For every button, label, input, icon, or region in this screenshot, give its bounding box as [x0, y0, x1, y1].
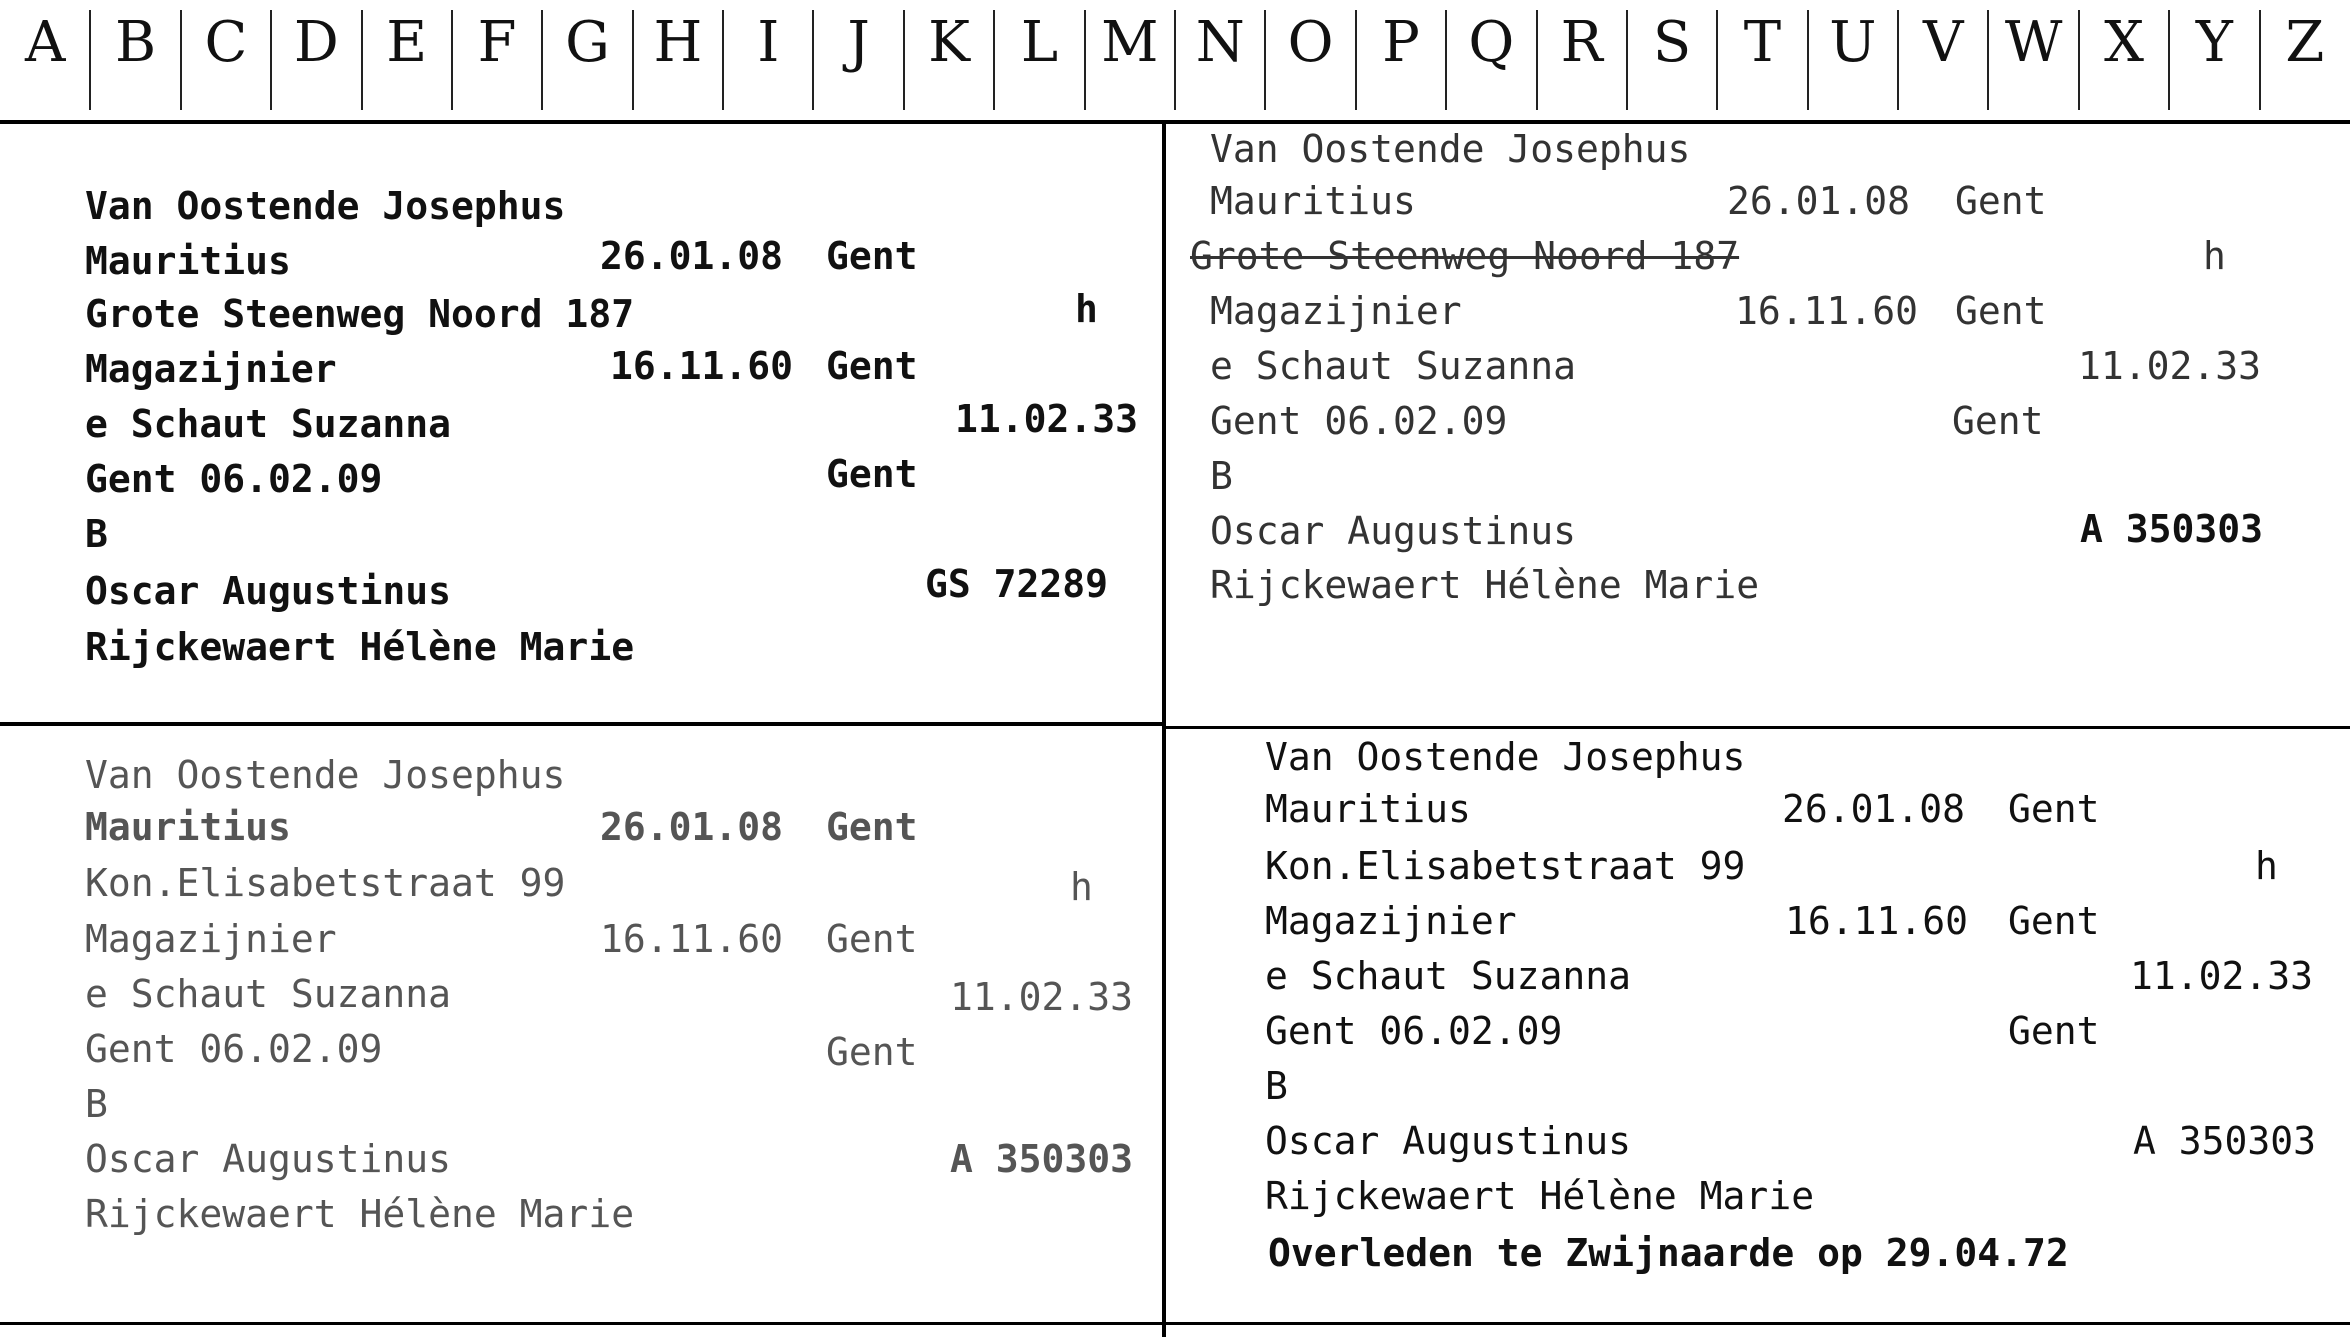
card-occupation-date: 16.11.60: [1785, 899, 1969, 943]
card-spouse-place: Gent: [1952, 399, 2044, 443]
card-surname: Van Oostende Josephus: [85, 184, 566, 228]
alphabet-letter-e: E: [386, 10, 428, 75]
card-given-name: Mauritius: [85, 239, 291, 283]
card-birth-place: Gent: [1955, 179, 2047, 223]
card-father: Oscar Augustinus: [85, 569, 452, 613]
card-birth-place: Gent: [826, 234, 918, 278]
alphabet-letter-d: D: [293, 10, 339, 75]
horizontal-divider-right: [1166, 726, 2350, 729]
card-occupation: Magazijnier: [1265, 899, 1517, 943]
alphabet-separator: [2259, 10, 2261, 110]
card-marriage-date: 11.02.33: [2130, 954, 2314, 998]
alphabet-separator: [1355, 10, 1357, 110]
alphabet-letter-v: V: [1923, 10, 1964, 75]
bottom-divider: [0, 1322, 2350, 1325]
card-birth-date: 26.01.08: [600, 805, 784, 849]
card-father: Oscar Augustinus: [1265, 1119, 1632, 1163]
card-spouse-birth: Gent 06.02.09: [1210, 399, 1508, 443]
card-marriage-date: 11.02.33: [2078, 344, 2262, 388]
card-spouse: e Schaut Suzanna: [85, 972, 452, 1016]
alphabet-separator: [1626, 10, 1628, 110]
alphabet-letter-p: P: [1382, 10, 1420, 75]
card-surname: Van Oostende Josephus: [1265, 735, 1746, 779]
alphabet-separator: [1084, 10, 1086, 110]
alphabet-letter-f: F: [477, 10, 517, 75]
card-occupation-date: 16.11.60: [600, 917, 784, 961]
alphabet-letter-o: O: [1287, 10, 1334, 75]
card-sex: h: [2255, 844, 2278, 888]
card-occupation: Magazijnier: [85, 917, 337, 961]
card-id-number: A 350303: [2133, 1119, 2317, 1163]
card-birth-date: 26.01.08: [1727, 179, 1911, 223]
alphabet-letter-h: H: [653, 10, 703, 75]
card-occupation-place: Gent: [2008, 899, 2100, 943]
alphabet-letter-i: I: [757, 10, 780, 75]
alphabet-letter-n: N: [1195, 10, 1245, 75]
alphabet-letter-u: U: [1829, 10, 1877, 75]
card-id-number: A 350303: [950, 1137, 1134, 1181]
alphabet-separator: [270, 10, 272, 110]
card-code: B: [85, 1082, 108, 1126]
card-mother: Rijckewaert Hélène Marie: [85, 1192, 635, 1236]
card-spouse: e Schaut Suzanna: [85, 402, 452, 446]
alphabet-separator: [361, 10, 363, 110]
card-marriage-date: 11.02.33: [955, 397, 1139, 441]
alphabet-separator: [1445, 10, 1447, 110]
alphabet-separator: [451, 10, 453, 110]
card-occupation: Magazijnier: [85, 347, 337, 391]
card-mother: Rijckewaert Hélène Marie: [1265, 1174, 1815, 1218]
card-given-name: Mauritius: [1265, 787, 1471, 831]
alphabet-separator: [1174, 10, 1176, 110]
alphabet-separator: [1536, 10, 1538, 110]
card-given-name: Mauritius: [85, 805, 291, 849]
alphabet-index-strip: [0, 0, 2350, 124]
alphabet-letter-k: K: [928, 10, 970, 75]
alphabet-separator: [1716, 10, 1718, 110]
alphabet-separator: [89, 10, 91, 110]
card-surname: Van Oostende Josephus: [1210, 127, 1691, 171]
card-father: Oscar Augustinus: [85, 1137, 452, 1181]
alphabet-separator: [812, 10, 814, 110]
alphabet-separator: [722, 10, 724, 110]
alphabet-letter-m: M: [1101, 10, 1159, 75]
alphabet-letter-l: L: [1020, 10, 1058, 75]
alphabet-letter-y: Y: [2195, 10, 2233, 75]
card-occupation-date: 16.11.60: [1735, 289, 1919, 333]
card-father: Oscar Augustinus: [1210, 509, 1577, 553]
card-spouse-birth: Gent 06.02.09: [1265, 1009, 1563, 1053]
card-id-number: A 350303: [2080, 507, 2264, 551]
alphabet-letter-w: W: [2004, 10, 2063, 75]
card-death-note: Overleden te Zwijnaarde op 29.04.72: [1268, 1231, 2069, 1275]
alphabet-separator: [1987, 10, 1989, 110]
alphabet-letter-g: G: [565, 10, 610, 75]
card-mother: Rijckewaert Hélène Marie: [85, 625, 635, 669]
card-sex: h: [2203, 234, 2226, 278]
vertical-divider: [1162, 122, 1166, 1337]
card-spouse: e Schaut Suzanna: [1265, 954, 1632, 998]
card-surname: Van Oostende Josephus: [85, 753, 566, 797]
card-occupation-place: Gent: [1955, 289, 2047, 333]
alphabet-letter-x: X: [2104, 10, 2144, 75]
card-code: B: [85, 512, 108, 556]
alphabet-letter-j: J: [847, 10, 870, 75]
card-given-name: Mauritius: [1210, 179, 1416, 223]
horizontal-divider-left: [0, 722, 1162, 726]
alphabet-separator: [903, 10, 905, 110]
card-code: B: [1210, 454, 1233, 498]
alphabet-separator: [2168, 10, 2170, 110]
card-code: B: [1265, 1064, 1288, 1108]
card-spouse-place: Gent: [826, 1030, 918, 1074]
alphabet-separator: [993, 10, 995, 110]
card-birth-place: Gent: [826, 805, 918, 849]
card-spouse-place: Gent: [826, 452, 918, 496]
alphabet-letter-a: A: [24, 10, 66, 75]
alphabet-letter-z: Z: [2285, 10, 2325, 75]
card-spouse-place: Gent: [2008, 1009, 2100, 1053]
card-occupation: Magazijnier: [1210, 289, 1462, 333]
card-spouse-birth: Gent 06.02.09: [85, 1027, 383, 1071]
card-address: Kon.Elisabetstraat 99: [1265, 844, 1746, 888]
alphabet-separator: [541, 10, 543, 110]
alphabet-separator: [2078, 10, 2080, 110]
card-sex: h: [1070, 865, 1093, 909]
alphabet-letter-t: T: [1743, 10, 1782, 75]
card-address: Grote Steenweg Noord 187: [85, 292, 635, 336]
card-marriage-date: 11.02.33: [950, 975, 1134, 1019]
card-id-number: GS 72289: [925, 562, 1109, 606]
card-occupation-place: Gent: [826, 917, 918, 961]
card-address: Kon.Elisabetstraat 99: [85, 861, 566, 905]
card-spouse-birth: Gent 06.02.09: [85, 457, 383, 501]
alphabet-separator: [180, 10, 182, 110]
card-birth-place: Gent: [2008, 787, 2100, 831]
alphabet-letter-c: C: [204, 10, 248, 75]
alphabet-letter-q: Q: [1468, 10, 1515, 75]
alphabet-separator: [1897, 10, 1899, 110]
alphabet-separator: [632, 10, 634, 110]
card-mother: Rijckewaert Hélène Marie: [1210, 563, 1760, 607]
card-occupation-place: Gent: [826, 344, 918, 388]
card-address-struck: Grote Steenweg Noord 187: [1190, 234, 1740, 278]
alphabet-separator: [1264, 10, 1266, 110]
alphabet-letter-r: R: [1560, 10, 1603, 75]
card-spouse: e Schaut Suzanna: [1210, 344, 1577, 388]
alphabet-letter-b: B: [114, 10, 157, 75]
alphabet-letter-s: S: [1652, 10, 1692, 75]
card-occupation-date: 16.11.60: [610, 344, 794, 388]
alphabet-separator: [1807, 10, 1809, 110]
card-sex: h: [1075, 287, 1098, 331]
card-birth-date: 26.01.08: [1782, 787, 1966, 831]
card-birth-date: 26.01.08: [600, 234, 784, 278]
